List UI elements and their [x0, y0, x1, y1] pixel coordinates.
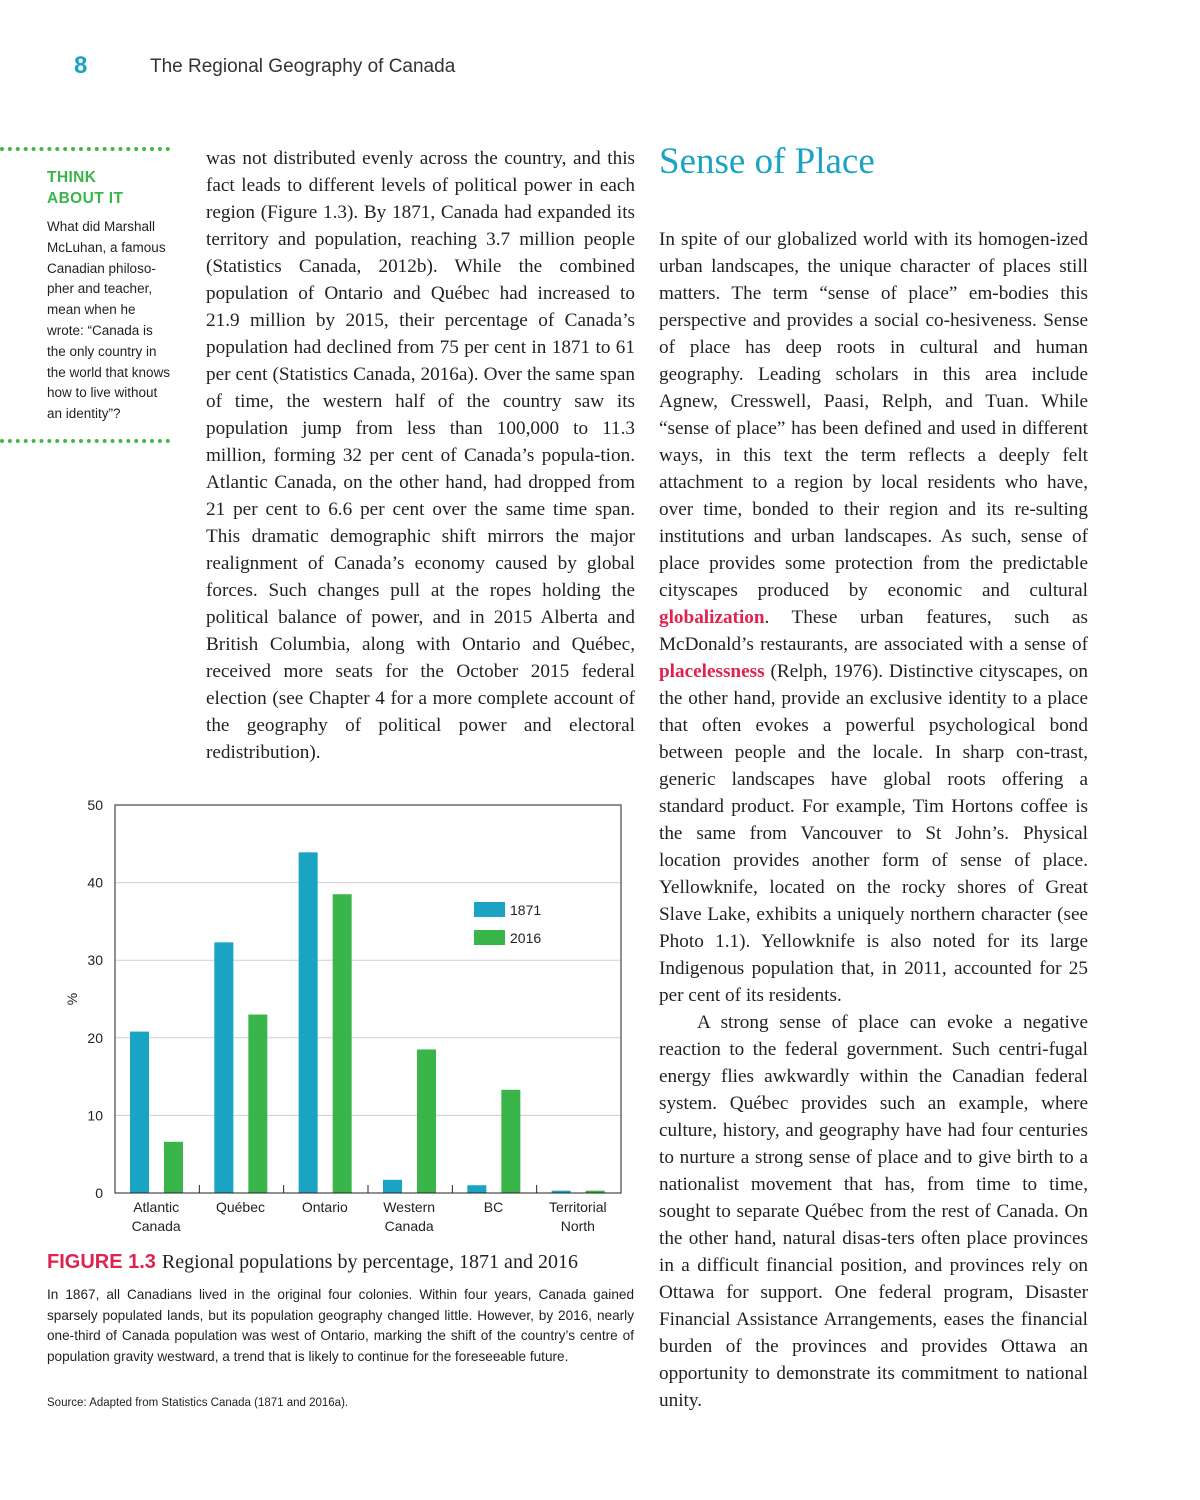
y-tick-label: 30	[87, 952, 103, 969]
think-heading-line1: THINK	[47, 169, 97, 186]
y-axis-label: %	[64, 992, 80, 1006]
column1-paragraph: was not distributed evenly across the country, and this fact leads to different levels of political power in each region (Figure 1.3). By 1871, Canada had expanded its territory and population, reaching 3.7 million people (Statistics Canada, 2012b). While the combined population of Ontario and Québec had increased to 21.9 million by 2015, their percentage of Canada’s population had declined from 75 per cent in 1871 to 61 per cent (Statistics Canada, 2016a). Over the same span of time, the western half of the country saw its population jump from less than 100,000 to 11.3 million, forming 32 per cent of Canada’s popula-tion. Atlantic Canada, on the other hand, had dropped from 21 per cent to 6.6 per cent over the same time span. This dramatic demographic shift mirrors the major realignment of Canada’s economy caused by global forces. Such changes pull at the ropes holding the political balance of power, and in 2015 Alberta and British Columbia, along with Ontario and Québec, received more seats for the October 2015 federal election (see Chapter 4 for a more complete account of the geography of political power and electoral redistribution).	[206, 148, 635, 763]
x-category-label-line: North	[560, 1218, 595, 1234]
sidebar-bottom-divider	[0, 439, 170, 443]
y-tick-label: 20	[87, 1029, 103, 1046]
think-about-it-box	[0, 147, 172, 443]
bar-2016-1	[248, 1015, 267, 1193]
think-heading-line2: ABOUT IT	[47, 190, 124, 207]
x-category-label	[216, 1199, 265, 1215]
legend-swatch-2016	[474, 930, 505, 945]
x-category-label-line: Québec	[215, 1199, 266, 1215]
x-category-label-line: BC	[483, 1199, 504, 1215]
think-about-it-question: What did Marshall McLuhan, a famous Canadian philoso-pher and teacher, mean when he wrote: “Canada is the only country in the world that knows how to live without an identity”?	[47, 219, 171, 422]
x-category-label	[383, 1199, 435, 1234]
y-tick-label: 0	[95, 1185, 103, 1201]
section-title: Sense of Place	[659, 141, 875, 182]
regional-population-chart	[40, 790, 640, 1245]
bar-1871-4	[467, 1185, 486, 1193]
x-category-label-line: Ontario	[301, 1199, 348, 1215]
running-head: The Regional Geography of Canada	[150, 56, 456, 77]
bar-2016-2	[333, 894, 352, 1193]
bar-2016-4	[501, 1090, 520, 1193]
p1-text-part3: (Relph, 1976). Distinctive cityscapes, on the other hand, provide an exclusive identity to a place that often evokes a powerful psychological bond between people and the locale. In sharp con-trast, generic landscapes have global roots offering a standard product. For example, Tim Hortons coffee is the same from Vancouver to St John’s. Physical location provides another form of sense of place. Yellowknife, located on the rocky shores of Great Slave Lake, exhibits a uniquely northern character (see Photo 1.1). Yellowknife is also noted for its large Indigenous population that, in 2011, accounted for 25 per cent of its residents.	[659, 661, 1088, 1006]
x-category-label	[302, 1199, 348, 1215]
y-tick-label: 40	[87, 874, 103, 891]
x-category-label-line: Western	[383, 1199, 436, 1215]
bar-2016-3	[417, 1049, 436, 1193]
p1-text-part1: In spite of our globalized world with its homogen-ized urban landscapes, the unique character of places still matters. The term “sense of place” em-bodies this perspective and provides a social co-hesiveness. Sense of place has deep roots in cultural and human geography. Leading scholars in this area include Agnew, Cresswell, Paasi, Relph, and Tuan. While “sense of place” has been defined and used in different ways, in this text the term reflects a deeply felt attachment to a region by local residents who have, over time, bonded to their region and its re-sulting institutions and urban landscapes. As such, sense of place provides some protection from the predictable cityscapes produced by economic and cultural	[659, 229, 1088, 601]
figure-label: FIGURE 1.3	[47, 1251, 156, 1273]
figure-caption: In 1867, all Canadians lived in the original four colonies. Within four years, Canada gained sparsely populated lands, but its population geography changed little. However, by 2016, nearly one-third of Canada population was west of Ontario, marking the shift of the country’s centre of population gravity westward, a trend that is likely to continue for the foreseeable future.	[47, 1287, 634, 1365]
x-category-label	[484, 1199, 503, 1215]
bar-1871-0	[130, 1032, 149, 1193]
sidebar-top-divider	[0, 147, 170, 151]
p1-text-part2: . These urban features, such as McDonald’s restaurants, are associated with a sense of	[659, 607, 1088, 655]
bar-1871-3	[383, 1180, 402, 1193]
plot-frame	[115, 805, 621, 1193]
key-term-placelessness[interactable]: placelessness	[659, 661, 765, 682]
page-number: 8	[74, 52, 88, 79]
x-category-label-line: Territorial	[549, 1199, 607, 1215]
x-category-label-line: Canada	[131, 1218, 181, 1234]
legend-label-2016: 2016	[510, 930, 542, 946]
think-about-it-heading	[47, 167, 172, 209]
y-tick-label: 10	[87, 1107, 103, 1124]
key-term-globalization[interactable]: globalization	[659, 607, 765, 628]
y-tick-label: 50	[87, 797, 103, 813]
sense-of-place-paragraph-2: A strong sense of place can evoke a negative reaction to the federal government. Such centri-fugal energy flies awkwardly within the Canadian federal system. Québec provides such an example, where culture, history, and geography have had four centuries to nurture a strong sense of place and to give birth to a nationalist movement that has, from time to time, sought to separate Québec from the rest of Canada. On the other hand, natural disas-ters often place provinces in a difficult financial position, and provinces rely on Ottawa for support. One federal program, Disaster Financial Assistance Arrangements, eases the financial burden of the provinces and provides Ottawa an opportunity to demonstrate its commitment to national unity.	[659, 1012, 1088, 1411]
x-category-label	[549, 1199, 607, 1234]
figure-title-text: Regional populations by percentage, 1871 and 2016	[161, 1251, 578, 1273]
legend-label-1871: 1871	[510, 902, 542, 918]
figure-title	[47, 1251, 647, 1274]
figure-source: Source: Adapted from Statistics Canada (1871 and 2016a).	[47, 1397, 349, 1409]
sense-of-place-paragraph-1	[659, 226, 1088, 1009]
bar-1871-2	[299, 852, 318, 1193]
bar-1871-1	[214, 942, 233, 1193]
x-category-label	[132, 1199, 181, 1234]
x-category-label-line: Atlantic	[133, 1199, 180, 1215]
legend-swatch-1871	[474, 902, 505, 917]
column2-text	[659, 226, 1088, 1414]
x-category-label-line: Canada	[384, 1218, 434, 1234]
bar-2016-0	[164, 1142, 183, 1193]
